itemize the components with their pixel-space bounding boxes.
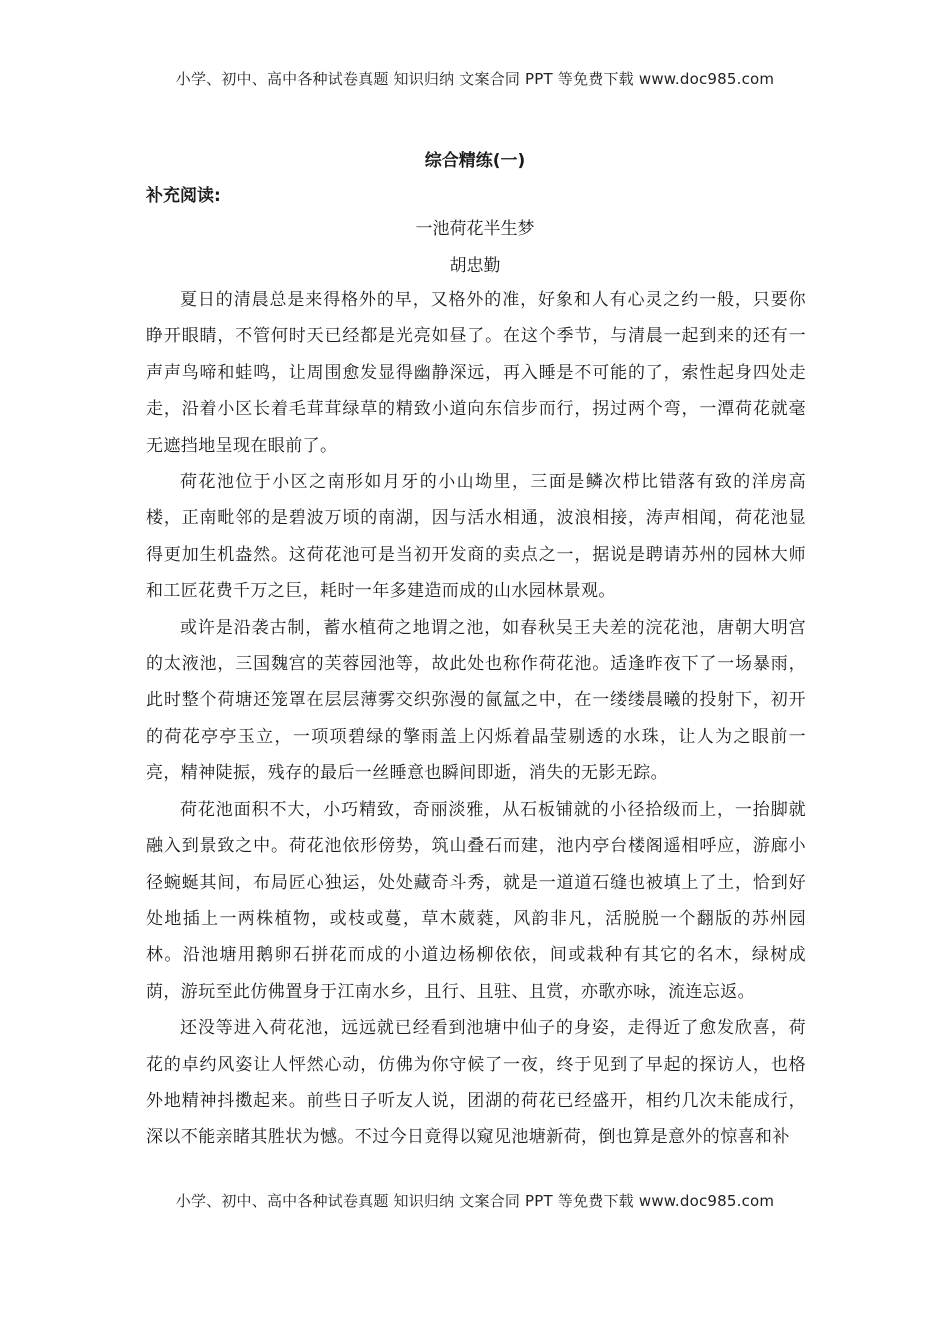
article-author: 胡忠勤: [449, 256, 501, 276]
article-title: 一池荷花半生梦: [415, 219, 535, 239]
paragraph: 荷花池位于小区之南形如月牙的小山坳里，三面是鳞次栉比错落有致的洋房高楼，正南毗邻的是碧波万顷的南湖，因与活水相通，波浪相接，涛声相闻，荷花池显得更加生机盎然。这荷花池可是当初开发商的卖点之一，据说是聘请苏州的园林大师和工匠花费千万之巨，耗时一年多建造而成的山水园林景观。: [146, 472, 806, 602]
page-header: 小学、初中、高中各种试卷真题 知识归纳 文案合同 PPT 等免费下载 www.doc985.com: [175, 70, 775, 88]
paragraph: 或许是沿袭古制，蓄水植荷之地谓之池，如春秋吴王夫差的浣花池，唐朝大明宫的太液池，三国魏宫的芙蓉园池等，故此处也称作荷花池。适逢昨夜下了一场暴雨，此时整个荷塘还笼罩在层层薄雾交织弥漫的氤氲之中，在一缕缕晨曦的投射下，初开的荷花亭亭玉立，一项项碧绿的擎雨盖上闪烁着晶莹剔透的水珠，让人为之眼前一亮，精神陡振，残存的最后一丝睡意也瞬间即逝，消失的无影无踪。: [146, 617, 806, 784]
paragraph: 还没等进入荷花池，远远就已经看到池塘中仙子的身姿，走得近了愈发欣喜，荷花的卓约风姿让人怦然心动，仿佛为你守候了一夜，终于见到了早起的探访人，也格外地精神抖擞起来。前些日子听友人说，团湖的荷花已经盛开，相约几次未能成行，深以不能亲睹其胜状为憾。不过今日竟得以窥见池塘新荷，倒也算是意外的惊喜和补: [146, 1018, 806, 1148]
paragraph: 荷花池面积不大，小巧精致，奇丽淡雅，从石板铺就的小径拾级而上，一抬脚就融入到景致之中。荷花池依形傍势，筑山叠石而建，池内亭台楼阁遥相呼应，游廊小径蜿蜒其间，布局匠心独运，处处藏奇斗秀，就是一道道石缝也被填上了土，恰到好处地插上一两株植物，或枝或蔓，草木葳蕤，风韵非凡，活脱脱一个翻版的苏州园林。沿池塘用鹅卵石拼花而成的小道边杨柳依依，间或栽种有其它的名木，绿树成荫，游玩至此仿佛置身于江南水乡，且行、且驻、且赏，亦歌亦咏，流连忘返。: [146, 799, 806, 1002]
paragraph: 夏日的清晨总是来得格外的早，又格外的准，好象和人有心灵之约一般，只要你睁开眼睛，不管何时天已经都是光亮如昼了。在这个季节，与清晨一起到来的还有一声声鸟啼和蛙鸣，让周围愈发显得幽静深远，再入睡是不可能的了，索性起身四处走走，沿着小区长着毛茸茸绿草的精致小道向东信步而行，拐过两个弯，一潭荷花就毫无遮挡地呈现在眼前了。: [146, 290, 806, 456]
article-body: [146, 282, 806, 1156]
document-title: 综合精练(一): [424, 151, 526, 171]
section-label: 补充阅读:: [146, 186, 221, 206]
page-footer: 小学、初中、高中各种试卷真题 知识归纳 文案合同 PPT 等免费下载 www.doc985.com: [175, 1192, 775, 1210]
